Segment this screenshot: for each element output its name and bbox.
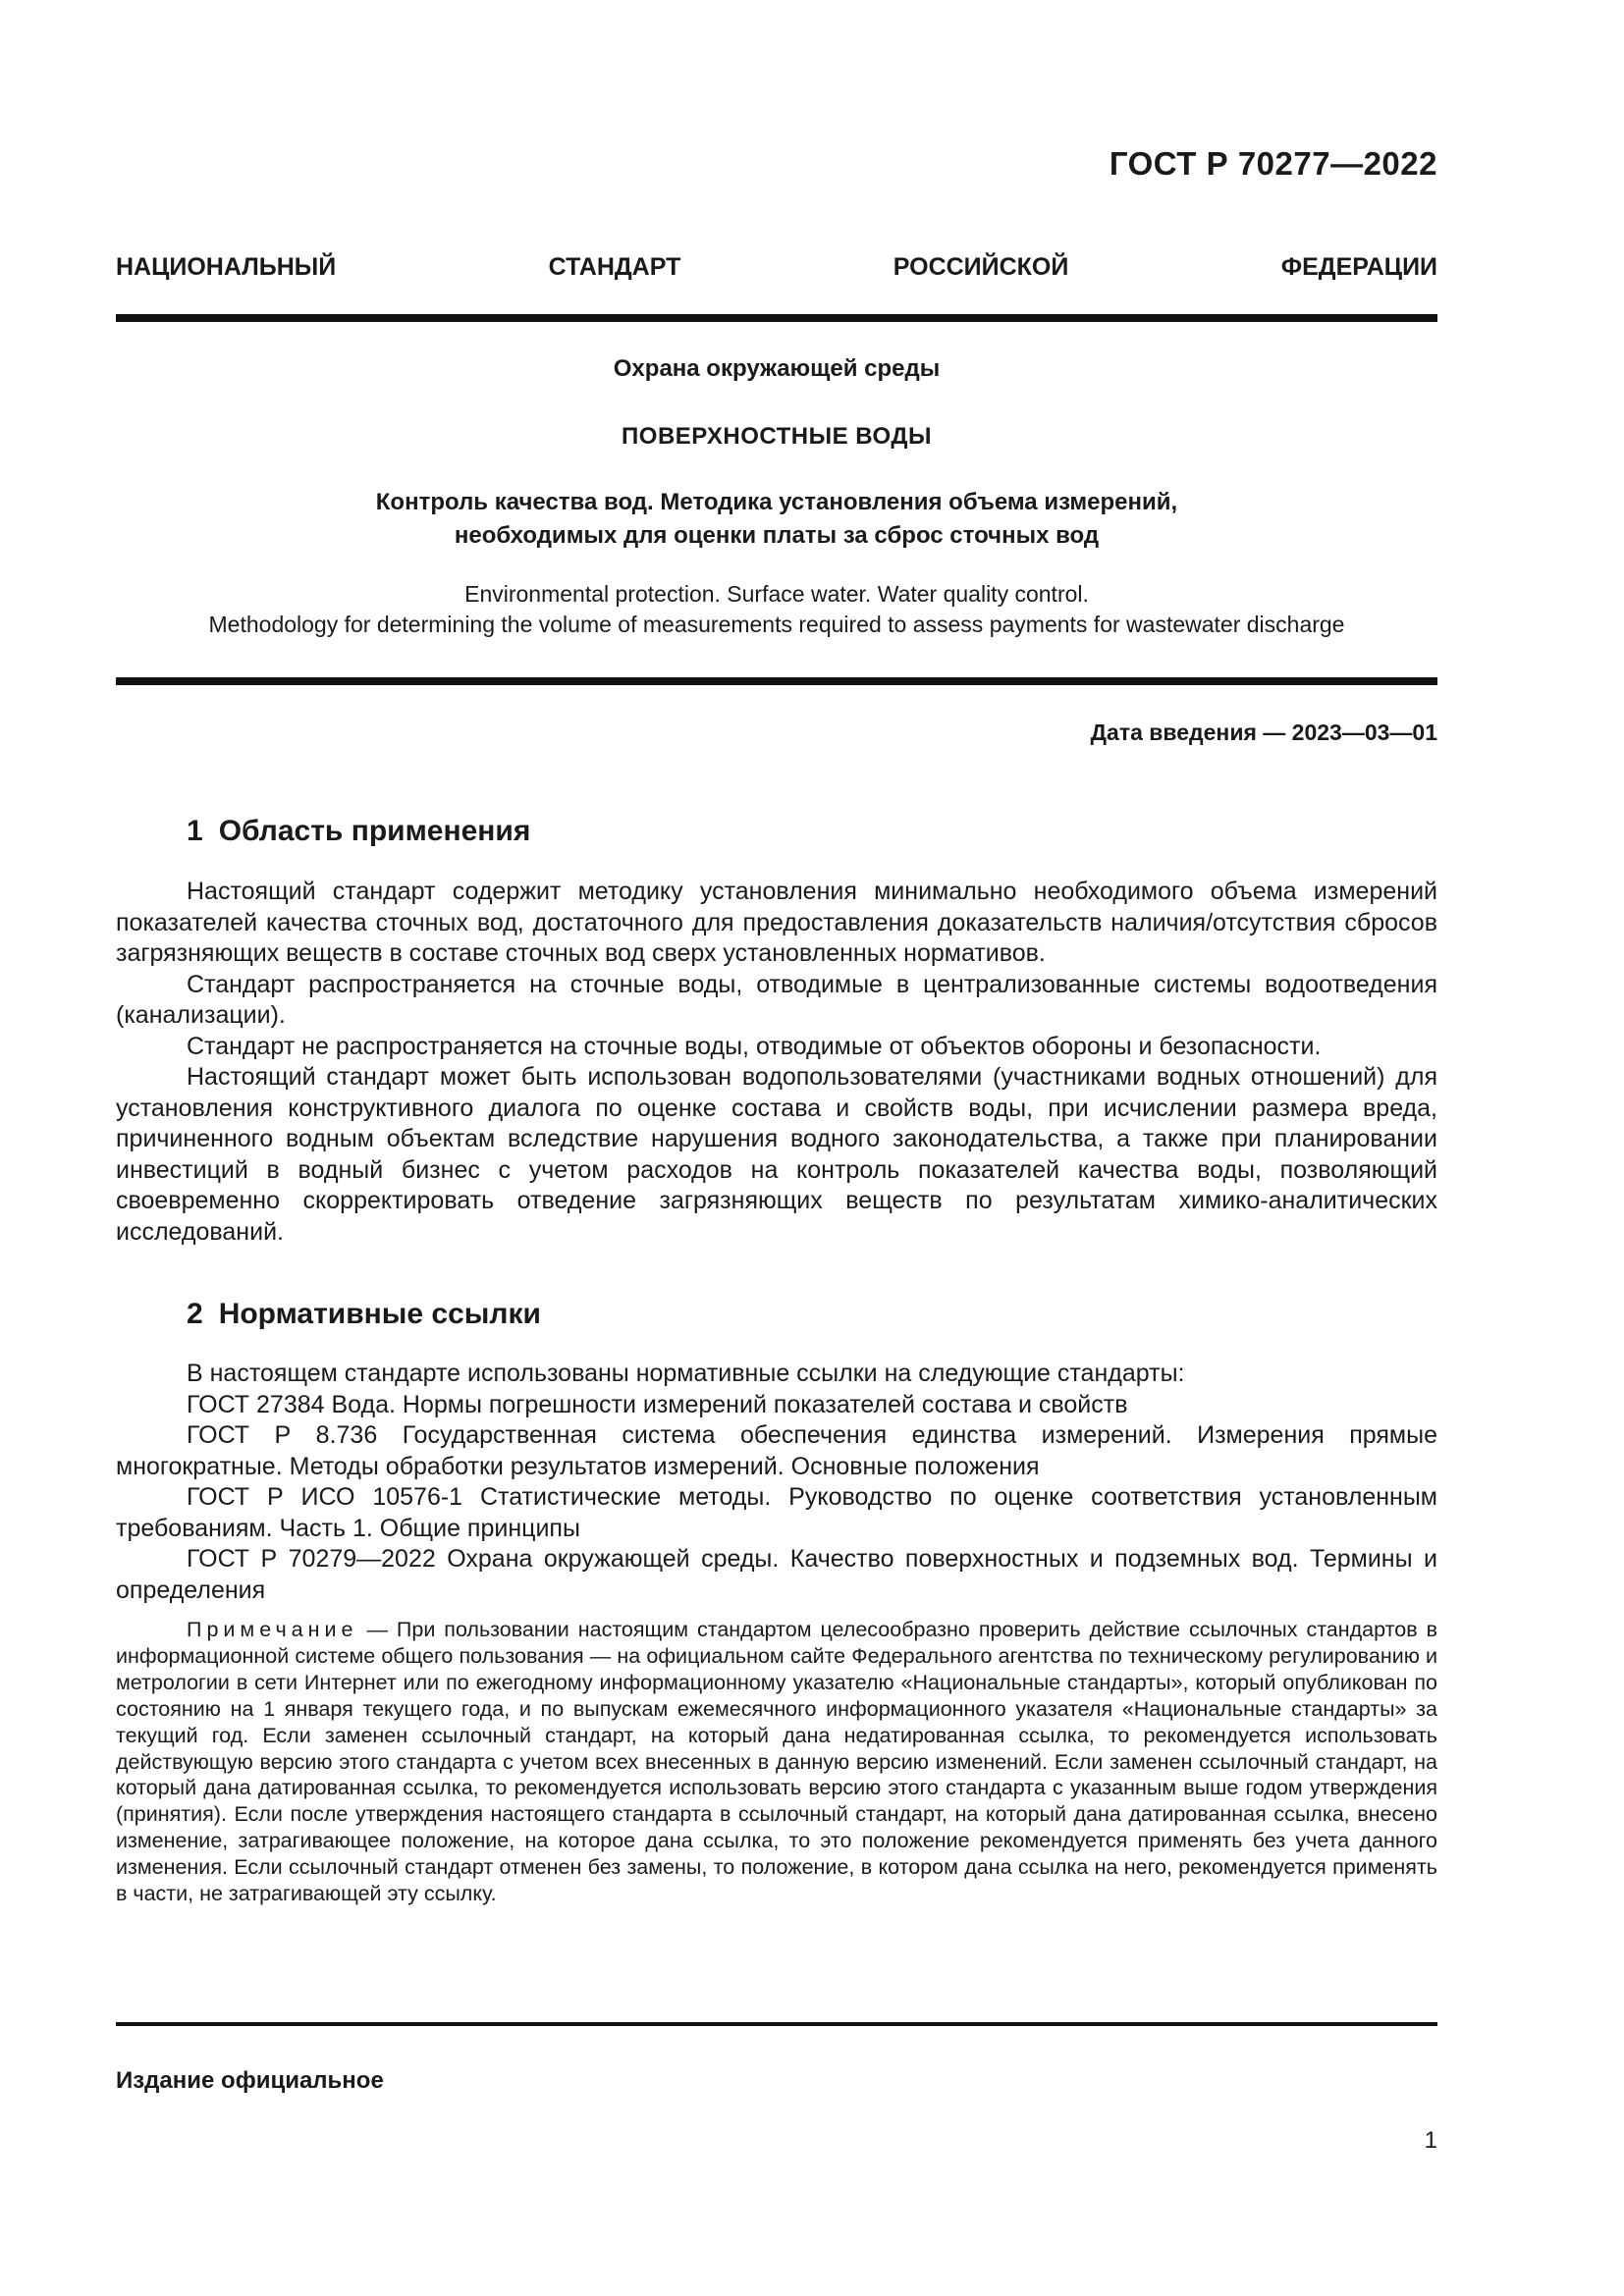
title-line-3	[116, 486, 1437, 553]
paragraph: В настоящем стандарте использованы нормативные ссылки на следующие стандарты:	[187, 1360, 1185, 1387]
banner-word: НАЦИОНАЛЬНЫЙ	[116, 253, 337, 281]
section-1-title: Область применения	[218, 815, 531, 847]
reference-item: ГОСТ Р ИСО 10576-1 Статистические методы. Руководство по оценке соответствия установленным требованиям. Часть 1. Общие принципы	[116, 1483, 1437, 1542]
title-line-3a: Контроль качества вод. Методика установления объема измерений,	[375, 489, 1178, 515]
banner-word: РОССИЙСКОЙ	[893, 253, 1069, 281]
paragraph: Стандарт не распространяется на сточные воды, отводимые от объектов обороны и безопасности.	[187, 1032, 1322, 1060]
reference-item: ГОСТ 27384 Вода. Нормы погрешности измерений показателей состава и свойств	[187, 1390, 1128, 1418]
section-1-body	[116, 877, 1437, 1248]
national-standard-banner	[116, 253, 1437, 282]
section-2-title: Нормативные ссылки	[218, 1298, 541, 1330]
note-paragraph	[116, 1617, 1437, 1907]
english-title-b: Methodology for determining the volume of measurements required to assess payments for wastewater discharge	[208, 612, 1345, 637]
page-number: 1	[1424, 2127, 1437, 2154]
section-1-heading	[187, 815, 530, 848]
paragraph: Стандарт распространяется на сточные воды, отводимые в централизованные системы водоотведения (канализации).	[116, 970, 1437, 1029]
banner-word: ФЕДЕРАЦИИ	[1280, 253, 1438, 281]
section-2-heading	[187, 1298, 541, 1331]
section-1-number: 1	[187, 815, 203, 847]
paragraph: Настоящий стандарт содержит методику установления минимально необходимого объема измерений показателей качества сточных вод, достаточного для предоставления доказательств наличия/отсутствия сбросов загрязняющих веществ в составе сточных вод сверх установленных нормативов.	[116, 878, 1437, 967]
note-block	[116, 1617, 1437, 1907]
reference-item: ГОСТ Р 8.736 Государственная система обеспечения единства измерений. Измерения прямые многократные. Методы обработки результатов измерений. Основные положения	[116, 1421, 1437, 1480]
title-line-2: ПОВЕРХНОСТНЫЕ ВОДЫ	[622, 423, 932, 450]
reference-item: ГОСТ Р 70279—2022 Охрана окружающей среды. Качество поверхностных и подземных вод. Термины и определения	[116, 1545, 1437, 1604]
introduction-date: Дата введения — 2023—03—01	[1090, 720, 1437, 745]
top-rule	[116, 314, 1437, 322]
section-2-number: 2	[187, 1298, 203, 1330]
title-line-1: Охрана окружающей среды	[613, 355, 941, 382]
note-label: Примечание	[187, 1618, 358, 1641]
official-edition-label: Издание официальное	[116, 2067, 384, 2094]
title-bottom-rule	[116, 677, 1437, 685]
standard-designation: ГОСТ Р 70277—2022	[1109, 145, 1437, 182]
note-text: — При пользовании настоящим стандартом целесообразно проверить действие ссылочных стандартов в информационной системе общего пользования — на официальном сайте Федерального агентства по техническому регулированию и метрологии в сети Интернет или по ежегодному информационному указателю «Национальные стандарты», который опубликован по состоянию на 1 января текущего года, и по выпускам ежемесячного информационного указателя «Национальные стандарты» за текущий год. Если заменен ссылочный стандарт, на который дана недатированная ссылка, то рекомендуется использовать действующую версию этого стандарта с учетом всех внесенных в данную версию изменений. Если заменен ссылочный стандарт, на который дана датированная ссылка, то рекомендуется использовать версию этого стандарта с указанным выше годом утверждения (принятия). Если после утверждения настоящего стандарта в ссылочный стандарт, на который дана датированная ссылка, внесено изменение, затрагивающее положение, на которое дана ссылка, то это положение рекомендуется применять без учета данного изменения. Если ссылочный стандарт отменен без замены, то положение, в котором дана ссылка на него, рекомендуется применять в части, не затрагивающей эту ссылку.	[116, 1618, 1438, 1906]
banner-word: СТАНДАРТ	[548, 253, 681, 281]
english-title	[116, 579, 1437, 640]
title-line-3b: необходимых для оценки платы за сброс сточных вод	[454, 522, 1100, 549]
footer-rule	[116, 2022, 1437, 2026]
paragraph: Настоящий стандарт может быть использован водопользователями (участниками водных отношений) для установления конструктивного диалога по оценке состава и свойств воды, при исчислении размера вреда, причиненного водным объектам вследствие нарушения водного законодательства, а также при планировании инвестиций в водный бизнес с учетом расходов на контроль показателей качества воды, позволяющий своевременно скорректировать отведение загрязняющих веществ по результатам химико-аналитических исследований.	[116, 1063, 1437, 1246]
english-title-a: Environmental protection. Surface water. Water quality control.	[464, 581, 1089, 607]
section-2-body	[116, 1359, 1437, 1606]
